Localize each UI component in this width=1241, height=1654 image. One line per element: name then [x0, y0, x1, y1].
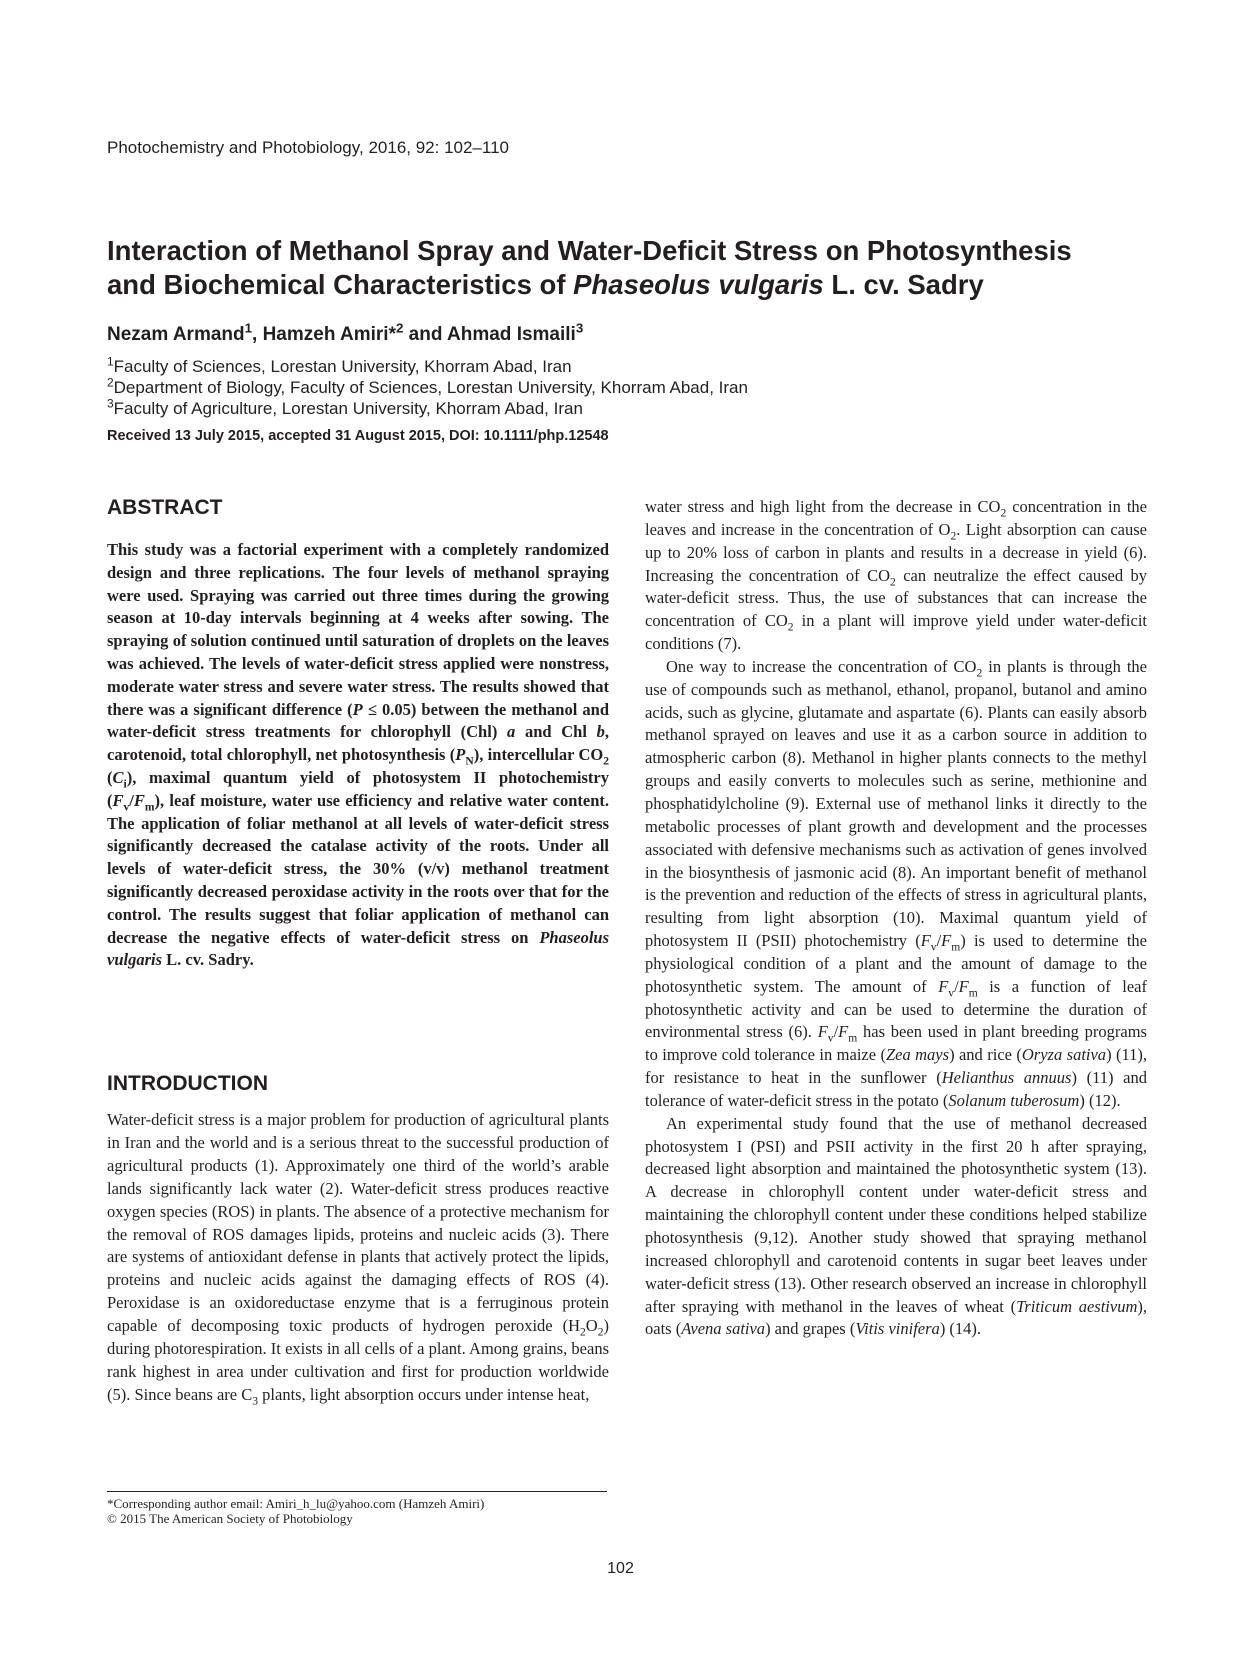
title-line-2-pre: and Biochemical Characteristics of	[107, 269, 574, 300]
footnote-rule	[107, 1491, 607, 1492]
right-column	[645, 496, 1147, 1341]
abstract-heading: ABSTRACT	[107, 496, 223, 519]
affiliation-1	[107, 356, 748, 377]
intro-paragraph-2: One way to increase the concentration of $CO_2$ in plants is through the use of compounds such as methanol, ethanol, propanol, butanol and amino acids, such as glycine, glutamate and aspartate (6). Plants can easily absorb methanol sprayed on leaves and use it as a carbon source in addition to atmospheric carbon (8). Methanol in higher plants connects to the methyl groups and easily converts to molecules such as serine, methionine and phosphatidylcholine (9). External use of methanol links it directly to the metabolic processes of plant growth and development and the processes associated with defensive mechanisms such as activation of genes involved in the biosynthesis of jasmonic acid (8). An important benefit of methanol is the prevention and reduction of the effects of stress in agricultural plants, resulting from light absorption (10). Maximal quantum yield of photosystem II (PSII) photochemistry $(F_v/F_m)$ is used to determine the physiological condition of a plant and the amount of damage to the photosynthetic system. The amount of $F_v/F_m$ is a function of leaf photosynthetic activity and can be used to determine the duration of environmental stress (6). $F_v/F_m$ has been used in plant breeding programs to improve cold tolerance in maize (Zea mays) and rice (Oryza sativa) (11), for resistance to heat in the sunflower (Helianthus annuus) (11) and tolerance of water-deficit stress in the potato (Solanum tuberosum) (12).	[645, 656, 1147, 1110]
corresponding-author-note: *Corresponding author email: Amiri_h_lu@yahoo.com (Hamzeh Amiri)	[107, 1496, 485, 1511]
title-species: Phaseolus vulgaris	[573, 269, 824, 300]
copyright-note: © 2015 The American Society of Photobiology	[107, 1511, 353, 1526]
affiliation-3-sup: 3	[107, 396, 114, 411]
author-list	[107, 320, 584, 346]
title-line-2	[107, 268, 1147, 302]
abstract-body	[107, 539, 609, 972]
affiliation-2-sup: 2	[107, 375, 114, 390]
intro-paragraph-1: Water-deficit stress is a major problem for production of agricultural plants in Iran and the world and is a serious threat to the successful production of agricultural products (1). Approximately one third of the world’s arable lands significantly lack water (2). Water-deficit stress produces reactive oxygen species (ROS) in plants. The absence of a protective mechanism for the removal of ROS damages lipids, proteins and nucleic acids (3). There are systems of antioxidant defense in plants that actively protect the lipids, proteins and nucleic acids against the damaging effects of ROS (4). Peroxidase is an oxidoreductase enzyme that is a ferruginous protein capable of decomposing toxic products of hydrogen peroxide $(H_2O_2)$ during photorespiration. It exists in all cells of a plant. Among grains, beans rank highest in area under cultivation and first for production worldwide (5). Since beans are $C_3$ plants, light absorption occurs under intense heat,	[107, 1110, 609, 1408]
affiliation-1-text: Faculty of Sciences, Lorestan University, Khorram Abad, Iran	[113, 357, 572, 376]
author-2: , Hamzeh Amiri*	[252, 324, 396, 345]
affiliation-2-text: Department of Biology, Faculty of Sciences, Lorestan University, Khorram Abad, Iran	[113, 378, 748, 397]
footnote	[107, 1496, 484, 1526]
affiliation-3	[107, 398, 748, 419]
journal-citation: Photochemistry and Photobiology, 2016, 92: 102–110	[107, 138, 509, 157]
intro-paragraph-3: An experimental study found that the use of methanol decreased photosystem I (PSI) and PSII activity in the first 20 h after spraying, decreased light absorption and maintained the photosynthetic system (13). A decrease in chlorophyll content under water-deficit stress and maintaining the chlorophyll content under these conditions helped stabilize photosynthesis (9,12). Another study showed that spraying methanol increased chlorophyll and carotenoid contents in sugar beet leaves under water-deficit stress (13). Other research observed an increase in chlorophyll after spraying with methanol in the leaves of wheat (Triticum aestivum), oats (Avena sativa) and grapes (Vitis vinifera) (14).	[645, 1113, 1147, 1339]
author-3: and Ahmad Ismaili	[403, 324, 576, 345]
abstract-paragraph: This study was a factorial experiment with a completely randomized design and three replications. The four levels of methanol spraying were used. Spraying was carried out three times during the growing season at 10-day intervals beginning at 4 weeks after sowing. The spraying of solution continued until saturation of droplets on the leaves was achieved. The levels of water-deficit stress applied were nonstress, moderate water stress and severe water stress. The results showed that there was a significant difference (P ≤ 0.05) between the methanol and water-deficit stress treatments for chlorophyll (Chl) a and Chl b, carotenoid, total chlorophyll, net photosynthesis $(P_N)$, intercellular $CO_2$ $(C_i)$, maximal quantum yield of photosystem II photochemistry $(F_v/F_m)$, leaf moisture, water use efficiency and relative water content. The application of foliar methanol at all levels of water-deficit stress significantly decreased the catalase activity of the roots. Under all levels of water-deficit stress, the 30% (v/v) methanol treatment significantly decreased peroxidase activity in the roots over that for the control. The results suggest that foliar application of methanol can decrease the negative effects of water-deficit stress on Phaseolus vulgaris L. cv. Sadry.	[107, 540, 610, 970]
article-title	[107, 234, 1147, 302]
affiliation-1-sup: 1	[107, 354, 114, 369]
author-2-sup: 2	[395, 320, 404, 336]
affiliations	[107, 356, 748, 419]
affiliation-2	[107, 377, 748, 398]
title-line-1: Interaction of Methanol Spray and Water-Deficit Stress on Photosynthesis	[107, 235, 1072, 266]
author-1: Nezam Armand	[107, 324, 245, 345]
author-3-sup: 3	[575, 320, 584, 336]
introduction-body-left	[107, 1109, 609, 1407]
received-dates-doi: Received 13 July 2015, accepted 31 August 2015, DOI: 10.1111/php.12548	[107, 428, 609, 444]
title-line-2-post: L. cv. Sadry	[823, 269, 984, 300]
introduction-heading: INTRODUCTION	[107, 1072, 268, 1095]
affiliation-3-text: Faculty of Agriculture, Lorestan University, Khorram Abad, Iran	[113, 399, 583, 418]
intro-paragraph-1-cont: water stress and high light from the decrease in $CO_2$ concentration in the leaves and increase in the concentration of $O_2$. Light absorption can cause up to 20% loss of carbon in plants and results in a decrease in yield (6). Increasing the concentration of $CO_2$ can neutralize the effect caused by water-deficit stress. Thus, the use of substances that can increase the concentration of $CO_2$ in a plant will improve yield under water-deficit conditions (7).	[645, 497, 1147, 654]
page-number: 102	[607, 1560, 634, 1577]
author-1-sup: 1	[244, 320, 253, 336]
